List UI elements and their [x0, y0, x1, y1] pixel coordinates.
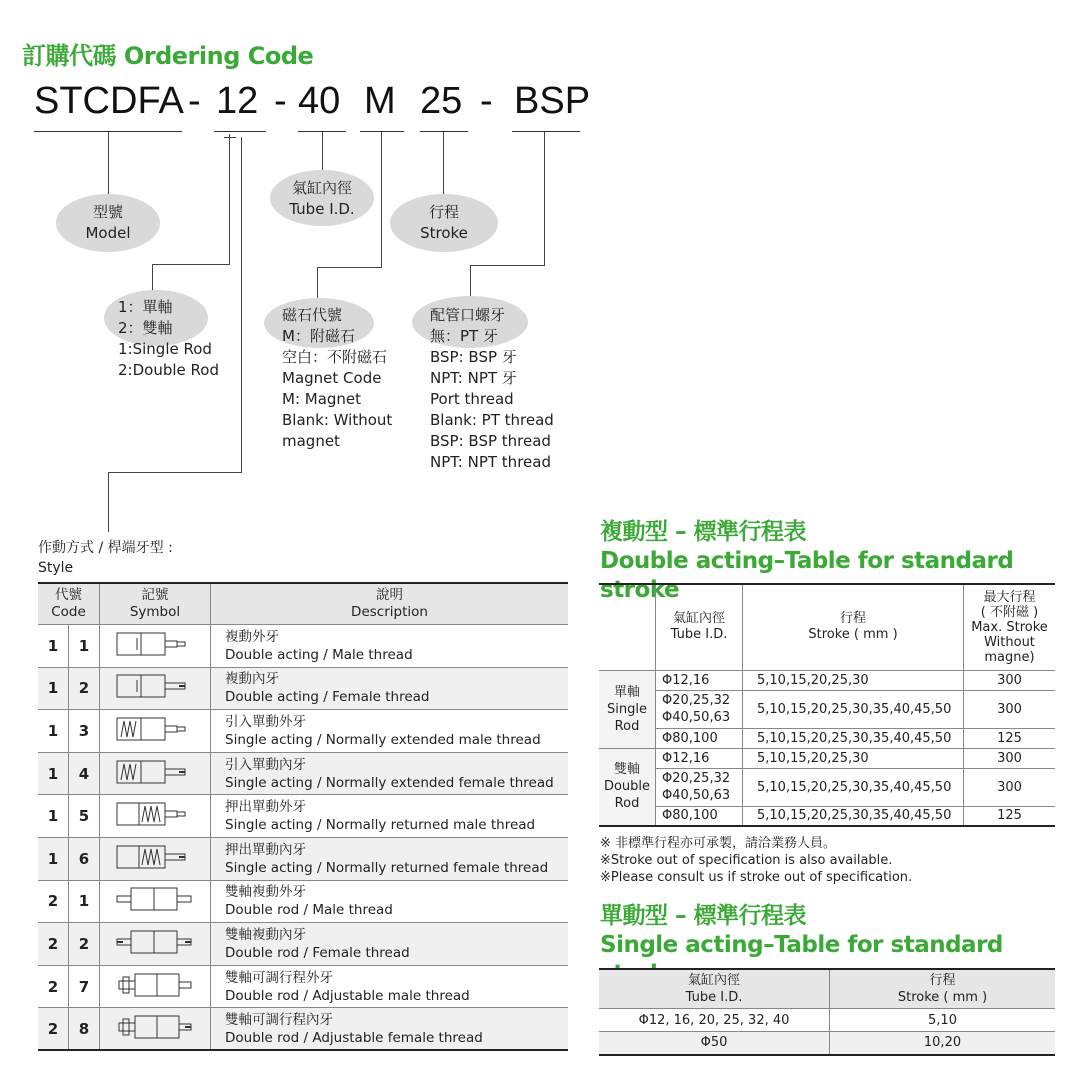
style-row — [38, 667, 568, 710]
stroke-row — [599, 806, 1055, 826]
code-b: 7 — [69, 965, 100, 1008]
rod-type: 單軸 Single Rod — [599, 670, 656, 748]
stroke-label: 行程 Stroke — [420, 203, 468, 242]
symbol-icon — [100, 965, 211, 1008]
style-label: 作動方式 / 桿端牙型 : Style — [38, 540, 173, 576]
style-row — [38, 625, 568, 668]
sa-tube: Φ50 — [599, 1032, 830, 1055]
tube-id: Φ20,25,32 Φ40,50,63 — [656, 690, 743, 728]
style-row — [38, 795, 568, 838]
page-title: 訂購代碼 Ordering Code — [22, 42, 314, 70]
tube-id: Φ20,25,32 Φ40,50,63 — [656, 768, 743, 806]
tube-id: Φ12,16 — [656, 748, 743, 768]
code-a: 1 — [38, 795, 69, 838]
code-b: 4 — [69, 752, 100, 795]
description: 押出單動內牙 Single acting / Normally returned female thread — [211, 837, 569, 880]
max-stroke: 125 — [964, 728, 1056, 748]
max-stroke: 300 — [964, 670, 1056, 690]
stroke-values: 5,10,15,20,25,30,35,40,45,50 — [743, 728, 964, 748]
model-label: 型號 Model — [85, 203, 131, 242]
code-b: 2 — [69, 667, 100, 710]
code-b: 6 — [69, 837, 100, 880]
magnet-label: 磁石代號 M：附磁石 空白：不附磁石 Magnet Code M: Magnet Blank: Without magnet — [282, 306, 393, 450]
symbol-icon — [100, 923, 211, 966]
stroke-values: 5,10,15,20,25,30,35,40,45,50 — [743, 768, 964, 806]
sa-stroke: 5,10 — [830, 1009, 1056, 1032]
tube-label: 氣缸內徑 Tube I.D. — [289, 179, 355, 218]
style-row — [38, 965, 568, 1008]
stroke-notes: ※ 非標準行程亦可承製，請洽業務人員。 ※Stroke out of specification is also available. ※Please consult us if stroke out of specification. — [600, 836, 913, 885]
max-stroke: 300 — [964, 690, 1056, 728]
symbol-icon — [100, 752, 211, 795]
description: 引入單動外牙 Single acting / Normally extended male thread — [211, 710, 569, 753]
double-acting-title: 複動型 – 標準行程表 Double acting–Table for standard stroke — [600, 519, 1014, 603]
code-a: 1 — [38, 837, 69, 880]
code-a: 2 — [38, 923, 69, 966]
code-b: 3 — [69, 710, 100, 753]
tube-id: Φ80,100 — [656, 806, 743, 826]
style-row — [38, 837, 568, 880]
style-row — [38, 923, 568, 966]
code-b: 8 — [69, 1008, 100, 1051]
stroke-row — [599, 728, 1055, 748]
description: 引入單動內牙 Single acting / Normally extended female thread — [211, 752, 569, 795]
stroke-row — [599, 690, 1055, 728]
style-row — [38, 710, 568, 753]
stroke-row — [599, 748, 1055, 768]
symbol-icon — [100, 1008, 211, 1051]
stroke-row — [599, 670, 1055, 690]
code-magnet: M — [364, 80, 396, 122]
code-a: 1 — [38, 625, 69, 668]
rod-type: 雙軸 Double Rod — [599, 748, 656, 826]
symbol-icon — [100, 710, 211, 753]
code-a: 2 — [38, 1008, 69, 1051]
style-table: 代號 Code 記號 Symbol 說明 Description 1 1 複動外牙 Double acting / Male thread 1 2 複動內牙 Double acting / Female thread 1 3 引入單動外牙 Single acting / Normally extended male thread 1 4 引入單動內牙 Single acting / Normally extended female thread 1 5 押出單動外牙 Single acting / Normally returned male thread 1 6 押出單動內牙 Single acting / Normally returned female thread 2 1 雙軸複動外牙 Double rod / Male thread 2 2 雙軸複動內牙 Double rod / Female thread 2 7 雙軸可調行程外牙 Double rod / Adjustable male thread 2 8 雙軸可調行程內牙 Double rod / Adjustable female thread — [38, 582, 568, 1051]
stroke-values: 5,10,15,20,25,30,35,40,45,50 — [743, 806, 964, 826]
description: 押出單動外牙 Single acting / Normally returned male thread — [211, 795, 569, 838]
code-dash: - — [274, 80, 287, 122]
symbol-icon — [100, 625, 211, 668]
stroke-values: 5,10,15,20,25,30 — [743, 748, 964, 768]
code-a: 1 — [38, 667, 69, 710]
symbol-icon — [100, 667, 211, 710]
single-acting-table: 氣缸內徑 Tube I.D. 行程 Stroke ( mm ) Φ12, 16, 20, 25, 32, 40 5,10 Φ50 10,20 — [599, 968, 1055, 1056]
code-a: 2 — [38, 880, 69, 923]
description: 複動內牙 Double acting / Female thread — [211, 667, 569, 710]
code-b: 1 — [69, 880, 100, 923]
sa-stroke: 10,20 — [830, 1032, 1056, 1055]
tube-id: Φ12,16 — [656, 670, 743, 690]
single-acting-title: 單動型 – 標準行程表 Single acting–Table for standard — [600, 903, 1003, 958]
description: 雙軸複動外牙 Double rod / Male thread — [211, 880, 569, 923]
description: 雙軸複動內牙 Double rod / Female thread — [211, 923, 569, 966]
code-stroke: 25 — [420, 80, 463, 122]
style-row — [38, 880, 568, 923]
style-row — [38, 1008, 568, 1051]
tube-id: Φ80,100 — [656, 728, 743, 748]
code-a: 1 — [38, 752, 69, 795]
code-b: 2 — [69, 923, 100, 966]
code-tube: 40 — [298, 80, 341, 122]
code-a: 1 — [38, 710, 69, 753]
rod-label: 1：單軸 2：雙軸 1:Single Rod 2:Double Rod — [118, 298, 219, 379]
description: 雙軸可調行程外牙 Double rod / Adjustable male thread — [211, 965, 569, 1008]
stroke-row — [599, 768, 1055, 806]
code-dash: - — [480, 80, 493, 122]
stroke-values: 5,10,15,20,25,30,35,40,45,50 — [743, 690, 964, 728]
description: 雙軸可調行程內牙 Double rod / Adjustable female thread — [211, 1008, 569, 1051]
port-label: 配管口螺牙 無：PT 牙 BSP: BSP 牙 NPT: NPT 牙 Port thread Blank: PT thread BSP: BSP thread NPT: NPT thread — [430, 306, 554, 471]
sa-tube: Φ12, 16, 20, 25, 32, 40 — [599, 1009, 830, 1032]
code-port: BSP — [514, 80, 591, 122]
symbol-icon — [100, 837, 211, 880]
code-b: 5 — [69, 795, 100, 838]
max-stroke: 125 — [964, 806, 1056, 826]
code-a: 2 — [38, 965, 69, 1008]
symbol-icon — [100, 880, 211, 923]
description: 複動外牙 Double acting / Male thread — [211, 625, 569, 668]
code-b: 1 — [69, 625, 100, 668]
stroke-values: 5,10,15,20,25,30 — [743, 670, 964, 690]
symbol-icon — [100, 795, 211, 838]
style-row — [38, 752, 568, 795]
code-dash: - — [188, 80, 201, 122]
max-stroke: 300 — [964, 768, 1056, 806]
code-model: STCDFA — [34, 80, 184, 122]
double-acting-table: 氣缸內徑 Tube I.D. 行程 Stroke ( mm ) 最大行程 ( 不附磁 ) Max. Stroke Without magne) 單軸 Single Rod Φ12,16 5,10,15,20,25,30 300 Φ20,25,32 Φ40,50,63 5,10,15,20,25,30,35,40,45,50 300 Φ80,100 5,10,15,20,25,30,35,40,45,50 125 雙軸 Double Rod Φ12,16 5,10,15,20,25,30 300 Φ20,25,32 Φ40,50,63 5,10,15,20,25,30,35,40,45,50 300 Φ80,100 5,10,15,20,25,30,35,40,45,50 125 — [599, 583, 1055, 827]
code-style: 12 — [216, 80, 259, 122]
max-stroke: 300 — [964, 748, 1056, 768]
